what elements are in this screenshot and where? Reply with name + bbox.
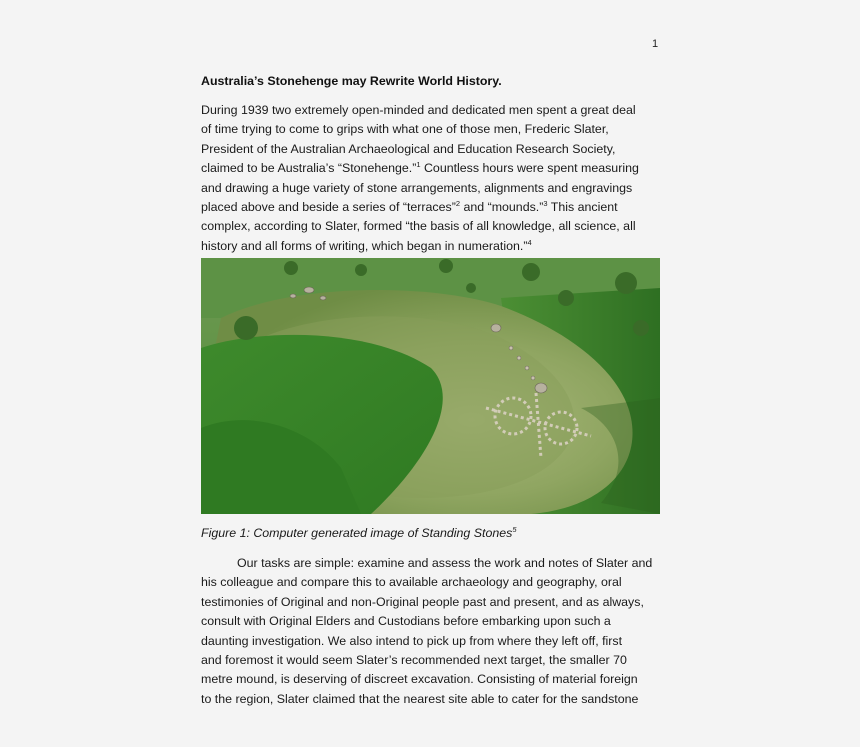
- page-number: 1: [652, 38, 659, 50]
- text-run: This ancient: [547, 200, 618, 215]
- paragraph-line: consult with Original Elders and Custodians before embarking upon such a: [201, 614, 611, 629]
- text-run: placed above and beside a series of “terraces”: [201, 200, 456, 215]
- paragraph-line: metre mound, is deserving of discreet excavation. Consisting of material foreign: [201, 672, 638, 687]
- footnote-ref[interactable]: 3: [543, 199, 548, 209]
- text-run: history and all forms of writing, which began in numeration.”: [201, 238, 528, 253]
- footnote-ref[interactable]: 5: [512, 525, 517, 534]
- text-run: claimed to be Australia’s “Stonehenge.”: [201, 161, 417, 176]
- text-run: Our tasks are simple: examine and assess the work and notes of Slater and: [237, 556, 653, 570]
- document-title: Australia’s Stonehenge may Rewrite World History.: [201, 74, 502, 88]
- standing-stones-figure: [201, 258, 660, 514]
- footnote-ref[interactable]: 4: [527, 237, 532, 247]
- paragraph-line: and drawing a huge variety of stone arrangements, alignments and engravings: [201, 180, 633, 195]
- paragraph-line: daunting investigation. We also intend to pick up from where they left off, first: [201, 633, 623, 648]
- paragraph-line: and foremost it would seem Slater’s recommended next target, the smaller 70: [201, 653, 627, 668]
- landscape-illustration: [201, 258, 660, 514]
- paragraph-line: of time trying to come to grips with what one of those men, Frederic Slater,: [201, 122, 609, 137]
- text-run: Countless hours were spent measuring: [420, 161, 639, 176]
- figure-caption: [201, 526, 517, 540]
- footnote-ref[interactable]: 1: [416, 160, 421, 170]
- paragraph-line: President of the Australian Archaeological and Education Research Society,: [201, 141, 616, 156]
- footnote-ref[interactable]: 2: [455, 199, 461, 209]
- paragraph-line: During 1939 two extremely open-minded and dedicated men spent a great deal: [201, 103, 636, 117]
- caption-text: Figure 1: Computer generated image of Standing Stones: [201, 526, 513, 540]
- paragraph-line: [201, 198, 663, 217]
- body-paragraph: [201, 554, 663, 709]
- paragraph-line: complex, according to Slater, formed “the basis of all knowledge, all science, all: [201, 219, 636, 234]
- paragraph-line: testimonies of Original and non-Original people past and present, and as always,: [201, 594, 644, 609]
- paragraph-line: [201, 237, 663, 256]
- paragraph-line: to the region, Slater claimed that the nearest site able to cater for the sandstone: [201, 691, 639, 706]
- paragraph-line: [201, 554, 663, 573]
- text-run: and “mounds.”: [460, 200, 544, 215]
- intro-paragraph: [201, 101, 663, 256]
- paragraph-line: [201, 159, 663, 178]
- paragraph-line: his colleague and compare this to available archaeology and geography, oral: [201, 575, 622, 590]
